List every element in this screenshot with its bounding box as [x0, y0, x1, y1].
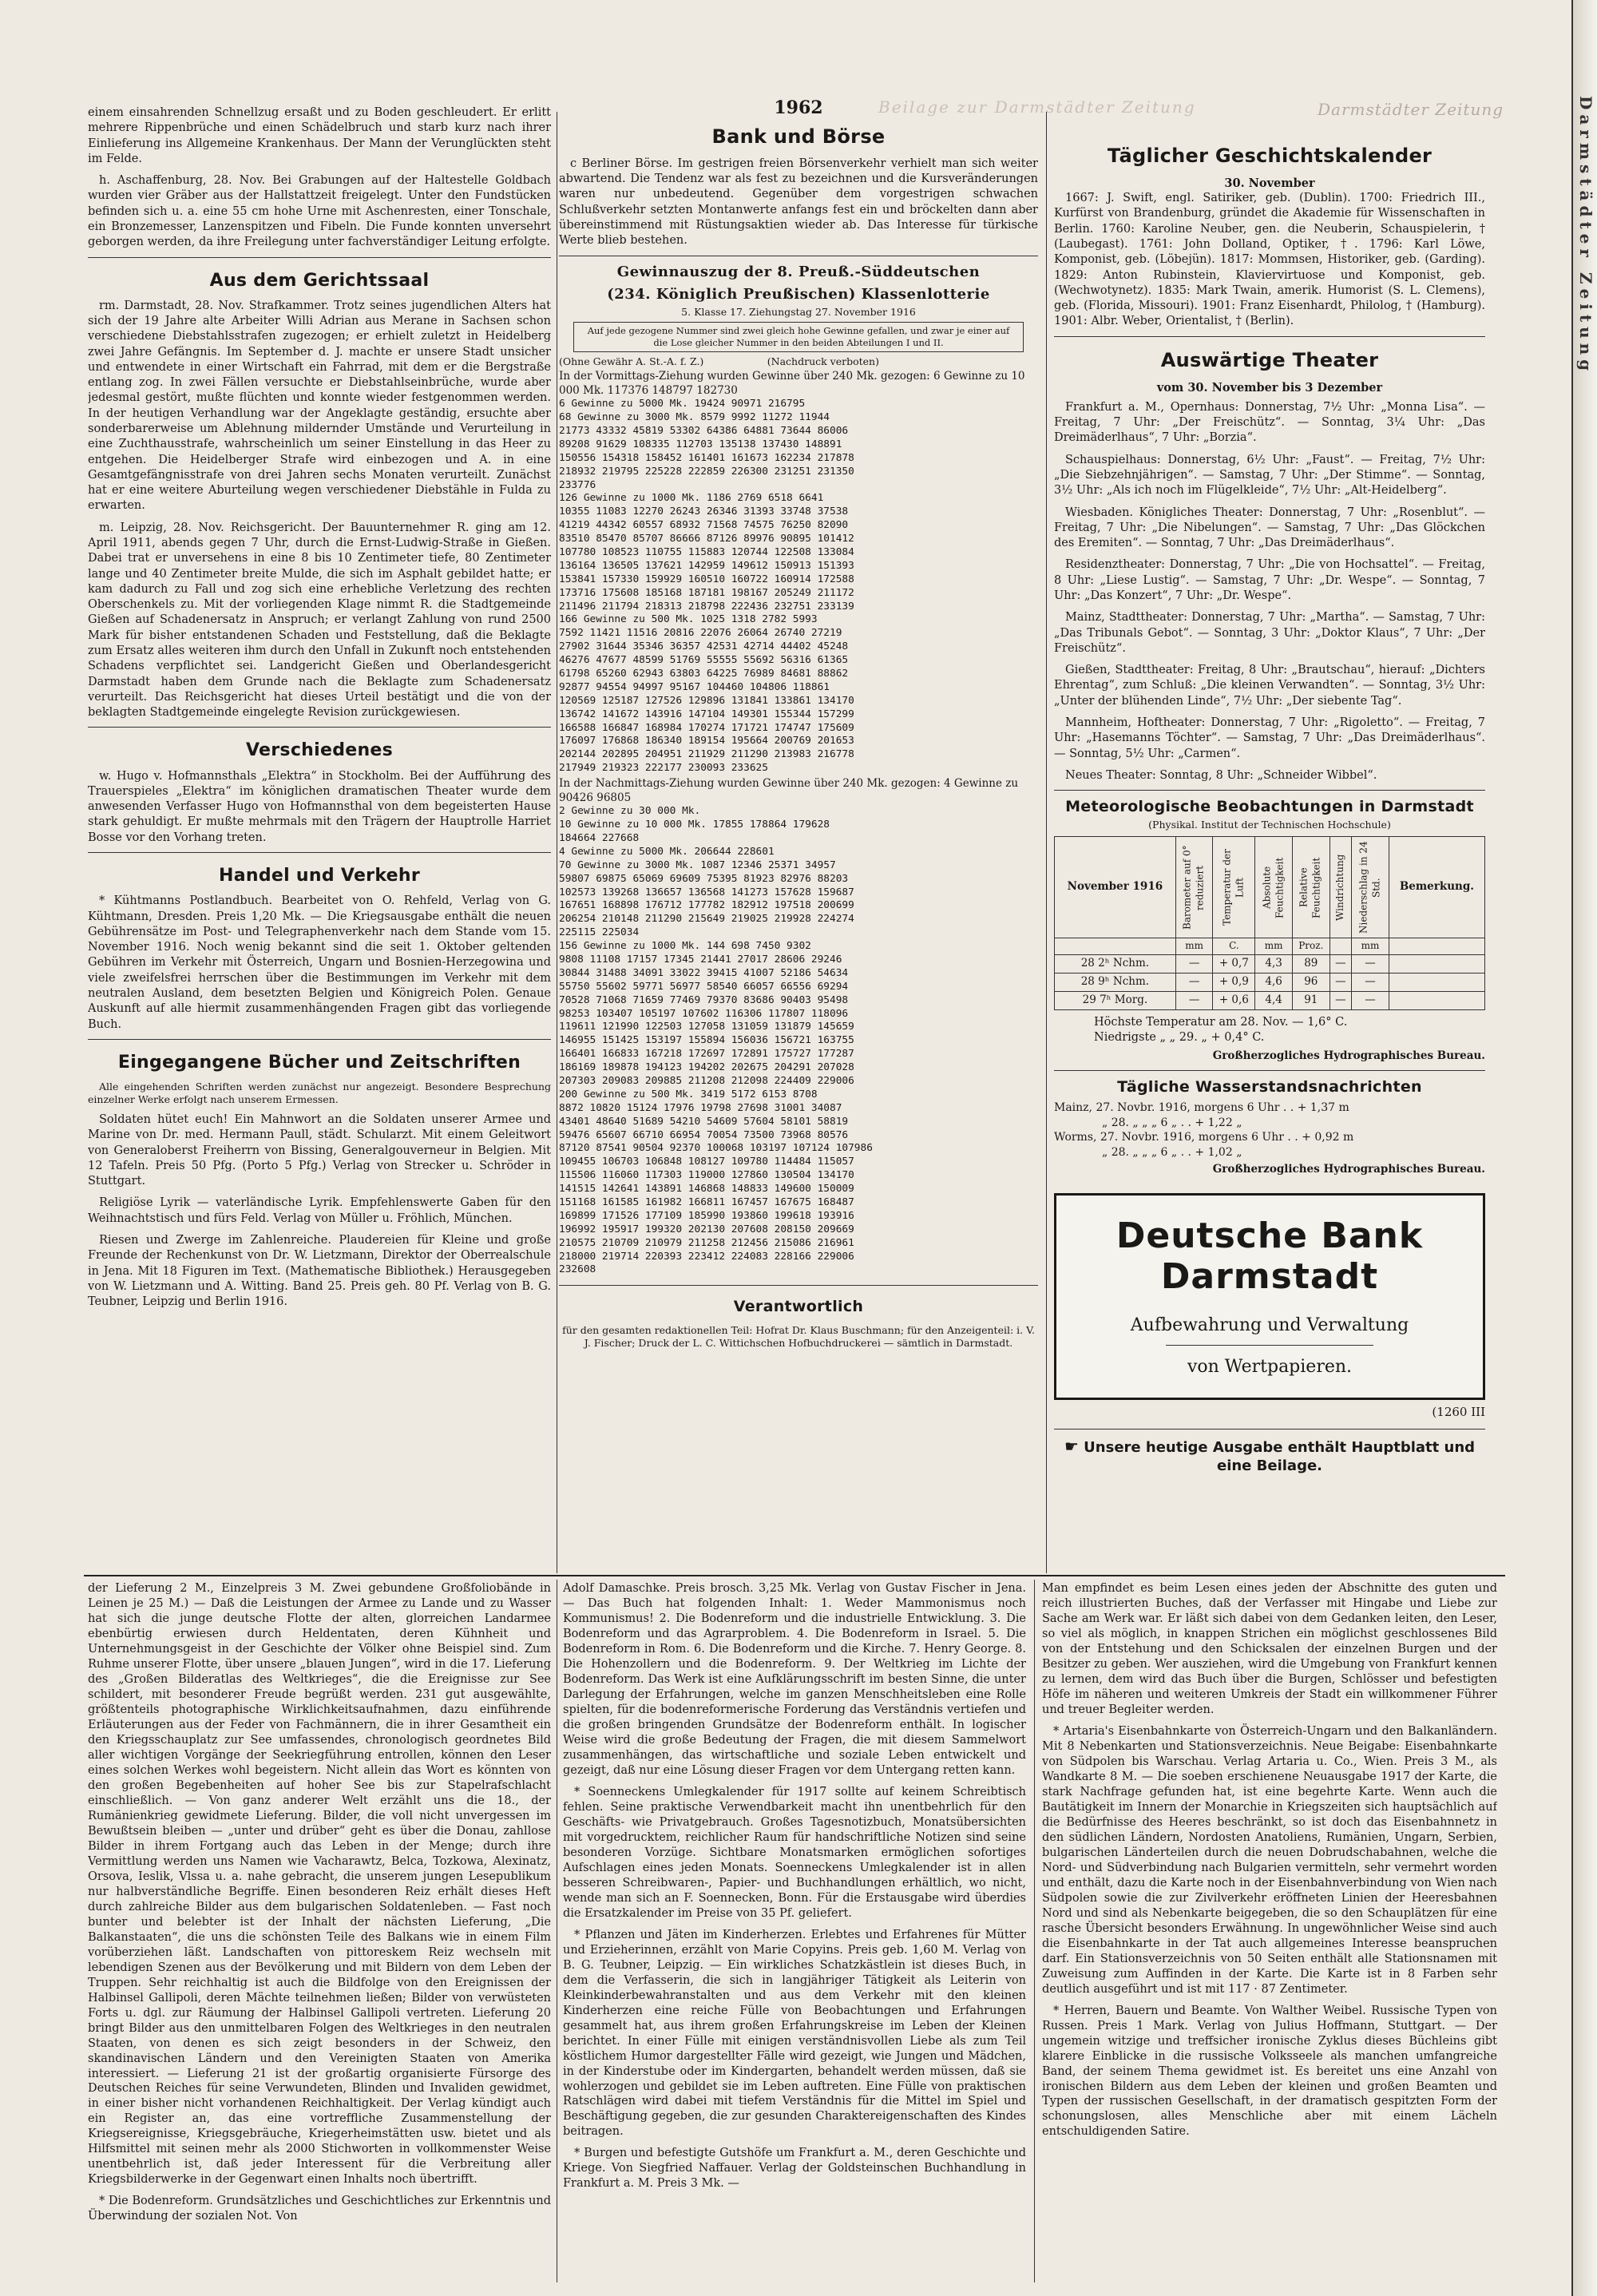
weather-cell: — — [1175, 955, 1213, 974]
weather-units-row — [1055, 938, 1485, 955]
lottery-line: 217949 219323 222177 230093 233625 — [559, 762, 768, 775]
lottery-line: 10355 11083 12270 26243 26346 31393 33748 37538 — [559, 506, 849, 518]
lottery-line: 218932 219795 225228 222859 226300 231251 231350 — [559, 465, 854, 478]
notice-text: Unsere heutige Ausgabe enthält Hauptblatt und eine Beilage. — [1084, 1438, 1476, 1475]
section-title-responsible: Verantwortlich — [733, 1298, 864, 1316]
lottery-line: 211496 211794 218313 218798 222436 232751 233139 — [559, 600, 854, 613]
weather-header-cell: November 1916 — [1055, 837, 1176, 938]
weather-cell: 29 7ʰ Morg. — [1055, 992, 1176, 1010]
separator — [88, 1039, 551, 1040]
lottery-line: 141515 142641 143891 146868 148833 149600 150009 — [559, 1183, 854, 1196]
theater-entry: Frankfurt a. M., Opernhaus: Donnerstag, 7½ Uhr: „Monna Lisa“. — Freitag, 7 Uhr: „Der Freischütz“. — Sonntag, 3¼ Uhr: „Das Dreimäderlhaus“, 7 Uhr: „Borzia“. — [1054, 400, 1485, 445]
lottery-line: 119611 121990 122503 127058 131059 131879 145659 — [559, 1021, 854, 1033]
section-title-misc: Verschiedenes — [245, 740, 394, 761]
weather-cell — [1389, 955, 1484, 974]
weather-cell: 28 9ʰ Nchm. — [1055, 974, 1176, 992]
ad-line-2: von Wertpapieren. — [1187, 1356, 1353, 1377]
lottery-line: 206254 210148 211290 215649 219025 219928 224274 — [559, 913, 854, 926]
theater-entry: Schauspielhaus: Donnerstag, 6½ Uhr: „Faust“. — Freitag, 7½ Uhr: „Die Siebzehnjährigen“. — Samstag, 7 Uhr: „Der Stimme“. — Sonntag, 3½ Uhr: „Als ich noch im Flügelkleide“, 7½ Uhr: „Alt-Heidelberg“. — [1054, 453, 1485, 498]
article-court-darmstadt: rm. Darmstadt, 28. Nov. Strafkammer. Trotz seines jugendlichen Alters hat sich der 19 Jahre alte Arbeiter Willi Adrian aus Merane in Sachsen schon verschiedene Diebstahlsstrafen zugezogen; er erhielt zuletzt in Heidelberg zwei Jahre Gefängnis. Im September d. J. machte er unsere Stadt unsicher und entwendete in einer Wirtschaft ein Fahrrad, mit dem er die Bergstraße entlang zog. In zwei Fällen versuchte er Diebstahlseinbrüche, wurde aber jedesmal gestört, mußte flüchten und konnte wieder festgenommen werden. In der heutigen Verhandlung war der Angeklagte geständig, ersuchte aber sonderbarerweise um Ablehnung mildernder Umstände und Verurteilung in eine Zuchthausstrafe, wahrscheinlich um seiner Einstellung in das Heer zu entgehen. Die Heidelberger Strafe wird einbezogen und A. in eine Gesamtgefängnisstrafe von drei Jahren sechs Monaten verurteilt. Zunächst hat er eine weitere Aburteilung wegen verschiedener Diebstähle in Fulda zu erwarten. — [88, 299, 551, 513]
water-line: Mainz, 27. Novbr. 1916, morgens 6 Uhr . . + 1,37 m — [1054, 1100, 1349, 1114]
weather-row — [1055, 992, 1485, 1010]
review-text: * Soenneckens Umlegkalender für 1917 sollte auf keinem Schreibtisch fehlen. Seine praktische Verwendbarkeit macht ihn unentbehrlich für den Geschäfts- wie Privatgebrauch. Großes Tagesnotizbuch, Monatsübersichten mit vorgedrucktem, reichlicher Raum für handschriftliche Notizen sind seine besonderen Vorzüge. Sichtbare Monatsmarken ermöglichen sofortiges Aufschlagen eines jeden Monats. Soenneckens Umlegkalender ist in allen besseren Schreibwaren-, Papier- und Buchhandlungen erhältlich, wo nicht, wende man sich an F. Soennecken, Bonn. Für die Erstausgabe wird überdies die Ersatzkalender im Preise von 35 Pf. geliefert. — [563, 1785, 1026, 1920]
weather-cell — [1389, 974, 1484, 992]
lottery-line: 102573 139268 136657 136568 141273 157628 159687 — [559, 886, 854, 898]
separator — [559, 1285, 1038, 1286]
separator — [1054, 790, 1485, 791]
weather-source: Großherzogliches Hydrographisches Bureau. — [1212, 1049, 1485, 1062]
review-text: * Artaria's Eisenbahnkarte von Österreich-Ungarn und den Balkanländern. Mit 8 Nebenkarten und Stationsverzeichnis. Neue Beigabe: Eisenbahnkarte von Südpolen bis Warschau. Verlag Artaria u. Co., Wien. Preis 3 M., als Wandkarte 8 M. — Die soeben erschienene Neuausgabe 1917 der Karte, die stark Nachfrage gefunden hat, ist eine begehrte Karte. Wenn auch die Bautätigkeit im Innern der Monarchie in Kriegszeiten sich hauptsächlich auf die Bedürfnisse des Heeres beschränkt, so ist doch das Eisenbahnnetz in den südlichen Ländern, Nordosten Anatoliens, Rumänien, Ungarn, Serbien, bulgarischen Länderteilen durch die neuen Dobrudschabahnen, welche die Nord- und Südverbindung nach Bulgarien vermitteln, sehr vermehrt worden und enthält, dazu die Karte noch in der Eisenbahnverbindung von Wien nach Südpolen sowie die zur Zivilverkehr eröffneten Linien der Heeresbahnen Nord und sind als Nebenkarte beigegeben, die so den Schauplätzen für eine rasche Übersicht besonders Erwähnung. In ungewöhnlicher Weise sind auch die Eisenbahnkarte in der Tat auch allgemeines Interesse beanspruchen darf. Ein Stationsverzeichnis von 50 Seiten enthält alle Stationsnamen mit Zuweisung zum Auffinden in der Karte. Die Karte ist in 8 Farben sehr deutlich ausgeführt und ist mit 117 · 87 Zentimeter. — [1042, 1724, 1497, 1996]
lottery-line: 166588 166847 168984 170274 171721 174747 175609 — [559, 721, 854, 734]
theater-entry: Wiesbaden. Königliches Theater: Donnerstag, 7 Uhr: „Rosenblut“. — Freitag, 7 Uhr: „Die Nibelungen“. — Samstag, 7 Uhr: „Das Glöckchen des Eremiten“. — Sonntag, 7 Uhr: „Das Dreimäderlhaus“. — [1054, 506, 1485, 550]
lottery-line: 7592 11421 11516 20816 22076 26064 26740 27219 — [559, 627, 842, 640]
lottery-line: 2 Gewinne zu 30 000 Mk. — [559, 805, 701, 818]
lottery-line: 202144 202895 204951 211929 211290 213983 216778 — [559, 748, 854, 761]
edge-text: Darmstädter Zeitung — [1576, 96, 1595, 376]
weather-cell: 4,6 — [1255, 974, 1293, 992]
article-bank: c Berliner Börse. Im gestrigen freien Börsenverkehr verhielt man sich weiter abwartend. Die Tendenz war als fest zu bezeichnen und die Kursveränderungen waren nur unbedeutend. Gegenüber dem vorgestrigen schwachen Schlußverkehr setzten Montanwerte anfangs fest ein und bröckelten dann aber übereinstimmend mit Rüstungsaktien wieder ab. Das Interesse für türkische Werte blieb bestehen. — [559, 157, 1038, 248]
lottery-title-1: Gewinnauszug der 8. Preuß.-Süddeutschen — [616, 263, 981, 280]
section-title-court: Aus dem Gerichtssaal — [209, 270, 430, 291]
lottery-line: 167651 168898 176712 177782 182912 197518 200699 — [559, 899, 854, 912]
theater-subtitle: vom 30. November bis 3 Dezember — [1156, 380, 1383, 395]
lottery-line: 107780 108523 110755 115883 120744 122508 133084 — [559, 545, 854, 558]
section-title-history: Täglicher Geschichtskalender — [1107, 145, 1433, 167]
ad-rule — [1166, 1345, 1373, 1346]
section-title-books: Eingegangene Bücher und Zeitschriften — [117, 1052, 521, 1073]
column-divider — [1034, 1580, 1035, 2282]
weather-cell: 89 — [1292, 955, 1330, 974]
article-aschaffenburg: h. Aschaffenburg, 28. Nov. Bei Grabungen auf der Haltestelle Goldbach wurden vier Gräber aus der Hallstattzeit freigelegt. Unter den Fundstücken befinden sich u. a. eine 55 cm hohe Urne mit Aschenresten, einer Tonschale, ein Bronzemesser, Lanzenspitzen und Fibeln. Die Funde konnten unversehrt geborgen werden, da ihre Freilegung unter fachverständiger Leitung erfolgte. — [88, 174, 551, 249]
lottery-line: 136742 141672 143916 147104 149301 155344 157299 — [559, 708, 854, 720]
lottery-line: 232608 — [559, 1263, 596, 1276]
lottery-title-2: (234. Königlich Preußischen) Klassenlotterie — [607, 285, 990, 303]
weather-header-cell: Barometer auf 0° reduziert — [1175, 837, 1213, 938]
lottery-line: 4 Gewinne zu 5000 Mk. 206644 228601 — [559, 845, 775, 858]
bottom-column-middle — [563, 1581, 1026, 2284]
weather-cell: — — [1175, 992, 1213, 1010]
separator — [88, 257, 551, 258]
lottery-line: 21773 43332 45819 53302 64386 64881 73644 86006 — [559, 424, 849, 437]
lottery-line: 146955 151425 153197 155894 156036 156721 163755 — [559, 1034, 854, 1047]
lottery-line: 87120 87541 90504 92370 100068 103197 107124 107986 — [559, 1142, 873, 1155]
history-date: 30. November — [1224, 176, 1315, 190]
section-title-theater: Auswärtige Theater — [1160, 348, 1379, 371]
lottery-line: 70 Gewinne zu 3000 Mk. 1087 12346 25371 34957 — [559, 859, 836, 871]
section-title-water: Tägliche Wasserstandsnachrichten — [1117, 1077, 1422, 1096]
ad-title: Deutsche Bank Darmstadt — [1116, 1215, 1424, 1297]
lottery-line: 176097 176868 186340 189154 195664 200769 201653 — [559, 735, 854, 747]
review-text: * Die Bodenreform. Grundsätzliches und Geschichtliches zur Erkenntnis und Überwindung der sozialen Not. Von — [88, 2195, 551, 2223]
weather-unit-cell: mm — [1255, 938, 1293, 955]
ad-line-1: Aufbewahrung und Verwaltung — [1130, 1315, 1409, 1335]
weather-cell: — — [1330, 974, 1352, 992]
article-trade: * Kühtmanns Postlandbuch. Bearbeitet von O. Rehfeld, Verlag von G. Kühtmann, Dresden. Preis 1,20 Mk. — Die Kriegsausgabe enthält die neuen Gebührensätze im Post- und Telegraphenverkehr nach dem Stande vom 15. November 1916. Noch wenig bekannt sind die seit 1. Oktober geltenden Gebühren im Verkehr mit Österreich, Ungarn und Bosnien-Herzegowina und viele zweifelsfrei herrschen über die Bestimmungen im Verkehr mit dem neutralen Ausland, dem besetzten Belgien und Königreich Polen. Genaue Auskunft auf alle hiermit zusammenhängenden Fragen gibt das vorliegende Buch. — [88, 894, 551, 1031]
review-text: * Burgen und befestigte Gutshöfe um Frankfurt a. M., deren Geschichte und Kriege. Von Siegfried Naffauer. Verlag der Goldsteinschen Buchhandlung in Frankfurt a. M. Preis 3 Mk. — — [563, 2147, 1026, 2191]
weather-unit-cell — [1389, 938, 1484, 955]
faded-header: Beilage zur Darmstädter Zeitung — [878, 97, 1196, 117]
weather-cell: + 0,6 — [1213, 992, 1255, 1010]
weather-cell — [1389, 992, 1484, 1010]
lottery-note: (Ohne Gewähr A. St.-A. f. Z.) (Nachdruck verboten) — [559, 355, 879, 368]
lottery-line: 41219 44342 60557 68932 71568 74575 76250 82090 — [559, 519, 849, 532]
lottery-line: 120569 125187 127526 129896 131841 133861 134170 — [559, 694, 854, 707]
lottery-line: 59807 69875 65069 69609 75395 81923 82976 88203 — [559, 872, 849, 885]
lottery-list-afternoon — [559, 805, 1038, 1277]
weather-cell: 91 — [1292, 992, 1330, 1010]
weather-cell: — — [1175, 974, 1213, 992]
lottery-line: 55750 55602 59771 56977 58540 66057 66556 69294 — [559, 980, 849, 993]
weather-cell: — — [1352, 974, 1389, 992]
weather-unit-cell: mm — [1352, 938, 1389, 955]
section-title-weather: Meteorologische Beobachtungen in Darmstadt — [1065, 798, 1474, 816]
lottery-line: 186169 189878 194123 194202 202675 204291 207028 — [559, 1061, 854, 1074]
weather-header-cell: Windrichtung — [1330, 837, 1352, 938]
bottom-column-left — [88, 1581, 551, 2284]
lottery-line: 153841 157330 159929 160510 160722 160914 172588 — [559, 573, 854, 585]
section-title-bank: Bank und Börse — [711, 125, 886, 148]
lottery-line: 169899 171526 177109 185990 193860 199618 193916 — [559, 1209, 854, 1222]
separator — [88, 727, 551, 728]
section-divider — [84, 1575, 1505, 1576]
lottery-line: 61798 65260 62943 63803 64225 76989 84681 88862 — [559, 667, 849, 680]
lottery-line: 151168 161585 161982 166811 167457 167675 168487 — [559, 1196, 854, 1209]
separator — [88, 852, 551, 853]
lottery-line: 196992 195917 199320 202130 207608 208150 209669 — [559, 1223, 854, 1235]
lottery-line: 10 Gewinne zu 10 000 Mk. 17855 178864 179628 — [559, 819, 830, 831]
lottery-line: 210575 210709 210979 211258 212456 215086 216961 — [559, 1236, 854, 1249]
article-misc: w. Hugo v. Hofmannsthals „Elektra“ in Stockholm. Bei der Aufführung des Trauerspieles „Elektra“ im königlichen dramatischen Theater wurde dem anwesenden Verfasser Hugo von Hofmannsthal von dem begeisterten Hause stark gehuldigt. Er mußte mehrmals mit den Trägern der Hauptrolle Harriet Bosse vor den Vorhang treten. — [88, 769, 551, 844]
theater-entry: Residenztheater: Donnerstag, 7 Uhr: „Die von Hochsattel“. — Freitag, 8 Uhr: „Liese Lustig“. — Samstag, 7 Uhr: „Dr. Wespe“. — Sonntag, 7 Uhr: „Das Konzert“, 7 Uhr: „Dr. Wespe“. — [1054, 558, 1485, 602]
weather-table — [1054, 836, 1485, 1010]
water-line: Worms, 27. Novbr. 1916, morgens 6 Uhr . . + 0,92 m — [1054, 1131, 1354, 1144]
weather-header-row — [1055, 837, 1485, 938]
lottery-line: 207303 209083 209885 211208 212098 224409 229006 — [559, 1075, 854, 1087]
lottery-afternoon-intro: In der Nachmittags-Ziehung wurden Gewinne über 240 Mk. gezogen: 4 Gewinne zu 90426 96805 — [559, 777, 1019, 804]
lottery-line: 98253 103407 105197 107602 116306 117807 118096 — [559, 1007, 849, 1020]
weather-header-cell: Temperatur der Luft — [1213, 837, 1255, 938]
weather-cell: — — [1330, 992, 1352, 1010]
separator — [1054, 1429, 1485, 1430]
weather-max: Höchste Temperatur am 28. Nov. — 1,6° C. — [1094, 1016, 1348, 1029]
column-middle — [559, 105, 1038, 1575]
history-text: 1667: J. Swift, engl. Satiriker, geb. (Dublin). 1700: Friedrich III., Kurfürst von Brandenburg, gründet die Akademie für Wissenschaften in Berlin. 1760: Karoline Neuber, gen. die Neuberin, Schauspielerin, † (Laubegast). 1761: John Dolland, Optiker, †. 1796: Karl Löwe, Komponist, geb. (Löbejün). 1817: Mommsen, Historiker, geb. (Garding). 1829: Anton Rubinstein, Klaviervirtuose und Komponist, geb. (Wechwotynetz). 1835: Mark Twain, amerik. Humorist (S. L. Clemens), geb. (Florida, Missouri). 1901: Franz Eisenhardt, Philolog, † (Hamburg). 1901: Albr. Weber, Orientalist, † (Berlin). — [1054, 192, 1485, 328]
lottery-line: 30844 31488 34091 33022 39415 41007 52186 54634 — [559, 966, 849, 979]
review-text: * Pflanzen und Jäten im Kinderherzen. Erlebtes und Erfahrenes für Mütter und Erzieherinnen, erzählt von Marie Copyins. Preis geb. 1,60 M. Verlag von B. G. Teubner, Leipzig. — Ein wirkliches Schatzkästlein ist dieses Buch, in dem die Verfasserin, die sich in langjähriger Tätigkeit als Leiterin von Kleinkinderbewahranstalten und aus dem Verkehr mit den kleinen Kinderherzen eine reiche Fülle von Beobachtungen und Erfahrungen gesammelt hat, aus ihrem großen Erfahrungskreise im Leben der Kleinen berichtet. In einer Fülle mit einigen verständnisvollen Liebe als zum Teil köstlichem Humor dargestellter Fälle wird gezeigt, wie Jungen und Mädchen, in der Kinderstube oder im Kindergarten, behandelt werden müssen, daß sie wohlerzogen und gebildet sie im Leben auftreten. Eine Fülle von praktischen Ratschlägen wird dabei mit tiefem Verständnis für die Mittel im Spiel und Beschäftigung gegeben, die zur gesunden Charaktereigenschaften des Kindes beitragen. — [563, 1928, 1026, 2139]
lottery-line: 9808 11108 17157 17345 21441 27017 28606 29246 — [559, 953, 842, 966]
lottery-line: 218000 219714 220393 223412 224083 228166 229006 — [559, 1250, 854, 1263]
ad-reference: (1260 III — [1432, 1405, 1485, 1420]
weather-unit-cell — [1330, 938, 1352, 955]
weather-header-cell: Absolute Feuchtigkeit — [1255, 837, 1293, 938]
page-number: 1962 — [774, 97, 823, 118]
article-court-leipzig: m. Leipzig, 28. Nov. Reichsgericht. Der Bauunternehmer R. ging am 12. April 1911, abends gegen 7 Uhr, durch die Ernst-Ludwig-Straße in Gießen. Dabei trat er unversehens in eine 8 bis 10 Zentimeter tiefe, 80 Zentimeter lange und 40 Zentimeter breite Mulde, die sich im Asphalt gebildet hatte; er kam dadurch zu Fall und zog sich eine erhebliche Verletzung des rechten Oberschenkels zu. Mit der vorliegenden Klage nimmt R. die Stadtgemeinde Gießen auf Schadenersatz in Anspruch; er verlangt Zahlung von rund 2500 Mark für bisher entstandenen Schaden und Feststellung, daß die Beklagte zum Ersatz alles weiteren ihm durch den Unfall in Zukunft noch entstehenden Schadens verpflichtet sei. Landgericht Gießen und Oberlandesgericht Darmstadt haben dem Grunde nach die Beklagte zum Schadenersatz verurteilt. Das Reichsgericht hat dieses Urteil bestätigt und die von der beklagten Stadtgemeinde eingelegte Revision zurückgewiesen. — [88, 521, 551, 720]
book-entry: Riesen und Zwerge im Zahlenreiche. Plaudereien für Kleine und große Freunde der Rechenkunst von Dr. W. Lietzmann, Direktor der Oberrealschule in Jena. Mit 18 Figuren im Text. (Mathematische Bibliothek.) Herausgegeben von W. Lietzmann und A. Witting. Band 25. Preis geh. 80 Pf. Verlag von B. G. Teubner, Leipzig und Berlin 1916. — [88, 1234, 551, 1309]
lottery-list-morning — [559, 398, 1038, 775]
book-entry: Religiöse Lyrik — vaterländische Lyrik. Empfehlenswerte Gaben für den Weihnachtstisch und fürs Feld. Verlag von Müller u. Fröhlich, München. — [88, 1196, 551, 1225]
lottery-line: 89208 91629 108335 112703 135138 137430 148891 — [559, 438, 842, 450]
weather-unit-cell: mm — [1175, 938, 1213, 955]
lottery-line: 8872 10820 15124 17976 19798 27698 31001 34087 — [559, 1101, 842, 1114]
responsible-text: für den gesamten redaktionellen Teil: Hofrat Dr. Klaus Buschmann; für den Anzeigenteil: i. V. J. Fischer; Druck der L. C. Wittichschen Hofbuchdruckerei — sämtlich in Darmstadt. — [562, 1323, 1035, 1349]
review-text: * Herren, Bauern und Beamte. Von Walther Weibel. Russische Typen von Russen. Preis 1 Mark. Verlag von Julius Hoffmann, Stuttgart. — Der ungemein witzige und treffsicher ironische Zyklus dieses Büchleins gibt klarere Einblicke in die russische Volksseele als manchen umfangreiche Band, der seinem Thema gewidmet ist. Es bereitet uns eine Anzahl von ironischen Bildern aus dem Leben der kleinen und großen Beamten und Typen der russischen Gesellschaft, in der dramatisch gespitzten Form der schonungslosen, alles Menschliche aber mit einem Lächeln entschuldigenden Satire. — [1042, 2004, 1497, 2139]
theater-entry: Mainz, Stadttheater: Donnerstag, 7 Uhr: „Martha“. — Samstag, 7 Uhr: „Das Tribunals Gebot“. — Sonntag, 3 Uhr: „Doktor Klaus“, 7 Uhr: „Der Freischütz“. — [1054, 611, 1485, 655]
lottery-info-box: Auf jede gezogene Nummer sind zwei gleich hohe Gewinne gefallen, und zwar je einer auf die Lose gleicher Nummer in den beiden Abteilungen I und II. — [573, 322, 1024, 352]
review-text: Man empfindet es beim Lesen eines jeden der Abschnitte des guten und reich illustrierten Buches, daß der Verfasser mit Hingabe und Liebe zur Sache am Werk war. Er läßt sich dabei von dem Gedanken leiten, den Leser, so viel als möglich, in knappen Strichen ein möglichst geschlossenes Bild von der Entstehung und den Schicksalen der einzelnen Burgen und der Besitzer zu geben. Wer ausziehen, wird die Umgebung von Frankfurt kennen zu lernen, dem wird das Buch über die Burgen, Schlösser und befestigten Höfe im näheren und weiteren Umkreis der Stadt ein willkommener Führer und treuer Begleiter werden. — [1042, 1582, 1497, 1716]
separator — [1054, 1070, 1485, 1071]
weather-cell: + 0,9 — [1213, 974, 1255, 992]
lottery-line: 166401 166833 167218 172697 172891 175727 177287 — [559, 1048, 854, 1061]
bottom-column-right — [1042, 1581, 1497, 2284]
weather-cell: 4,4 — [1255, 992, 1293, 1010]
faded-header-right: Darmstädter Zeitung — [1318, 100, 1504, 119]
weather-cell: — — [1330, 955, 1352, 974]
theater-entry: Gießen, Stadttheater: Freitag, 8 Uhr: „Brautschau“, hierauf: „Dichters Ehrentag“, zum Schluß: „Die kleinen Verwandten“. — Sonntag, 3½ Uhr: „Unter der blühenden Linde“, 7½ Uhr: „Der siebente Tag“. — [1054, 664, 1485, 708]
lottery-line: 150556 154318 158452 161401 161673 162234 217878 — [559, 451, 854, 464]
lottery-line: 46276 47677 48599 51769 55555 55692 56316 61365 — [559, 654, 849, 667]
weather-header-cell: Relative Feuchtigkeit — [1292, 837, 1330, 938]
lottery-line: 83510 85470 85707 86666 87126 89976 90895 101412 — [559, 533, 854, 545]
water-line: „ 28. „ „ „ 6 „ . . + 1,22 „ — [1102, 1116, 1242, 1129]
weather-cell: 96 — [1292, 974, 1330, 992]
weather-unit-cell: C. — [1213, 938, 1255, 955]
lottery-line: 200 Gewinne zu 500 Mk. 3419 5172 6153 8708 — [559, 1088, 818, 1100]
lottery-morning-intro: In der Vormittags-Ziehung wurden Gewinne über 240 Mk. gezogen: 6 Gewinne zu 10 000 Mk. 117376 148797 182730 — [559, 370, 1025, 397]
books-intro: Alle eingehenden Schriften werden zunächst nur angezeigt. Besondere Besprechung einzelner Werke erfolgt nach unserem Ermessen. — [88, 1081, 551, 1106]
lottery-line: 126 Gewinne zu 1000 Mk. 1186 2769 6518 6641 — [559, 492, 824, 505]
article-accident: einem einsahrenden Schnellzug ersaßt und zu Boden geschleudert. Er erlitt mehrere Rippenbrüche und einen Schädelbruch und starb kurz nach ihrer Einlieferung ins Allgemeine Krankenhaus. Der Mann der Verunglückten steht im Felde. — [88, 106, 551, 165]
theater-entry: Mannheim, Hoftheater: Donnerstag, 7 Uhr: „Rigoletto“. — Freitag, 7 Uhr: „Hasemanns Töchter“. — Samstag, 7 Uhr: „Das Dreimäderlhaus“. — Sonntag, 5½ Uhr: „Carmen“. — [1054, 716, 1485, 760]
pointing-hand-icon: ☛ — [1064, 1436, 1079, 1456]
lottery-line: 6 Gewinne zu 5000 Mk. 19424 90971 216795 — [559, 398, 806, 410]
weather-row — [1055, 974, 1485, 992]
lottery-line: 109455 106703 106848 108127 109780 114484 115057 — [559, 1156, 854, 1168]
lottery-line: 136164 136505 137621 142959 149612 150913 151393 — [559, 559, 854, 572]
water-source: Großherzogliches Hydrographisches Bureau. — [1212, 1163, 1485, 1176]
lottery-line: 166 Gewinne zu 500 Mk. 1025 1318 2782 5993 — [559, 613, 818, 626]
weather-row — [1055, 955, 1485, 974]
lottery-line: 68 Gewinne zu 3000 Mk. 8579 9992 11272 11944 — [559, 411, 830, 424]
lottery-line: 156 Gewinne zu 1000 Mk. 144 698 7450 9302 — [559, 940, 811, 953]
weather-header-cell: Niederschlag in 24 Std. — [1352, 837, 1389, 938]
weather-cell: 28 2ʰ Nchm. — [1055, 955, 1176, 974]
advertisement-deutsche-bank — [1054, 1193, 1485, 1400]
weather-cell: 4,3 — [1255, 955, 1293, 974]
lottery-line: 59476 65607 66710 66954 70054 73500 73968 80576 — [559, 1128, 849, 1141]
weather-cell: — — [1352, 955, 1389, 974]
lottery-subtitle: 5. Klasse 17. Ziehungstag 27. November 1916 — [681, 306, 916, 319]
book-entry: Soldaten hütet euch! Ein Mahnwort an die Soldaten unserer Armee und Marine von Dr. med. Hermann Paull, städt. Schularzt. Mit einem Geleitwort von Generaloberst Freiherrn von Bissing, Generalgouverneur in Belgien. Mit 12 Tafeln. Preis 50 Pfg. (Porto 5 Pfg.) Verlag von Strecker u. Schröder in Stuttgart. — [88, 1113, 551, 1188]
weather-cell: + 0,7 — [1213, 955, 1255, 974]
column-left — [88, 105, 551, 1575]
water-line: „ 28. „ „ „ 6 „ . . + 1,02 „ — [1102, 1145, 1242, 1159]
lottery-line: 70528 71068 71659 77469 79370 83686 90403 95498 — [559, 993, 849, 1006]
lottery-line: 225115 225034 — [559, 926, 640, 939]
weather-cell: — — [1352, 992, 1389, 1010]
lottery-line: 173716 175608 185168 187181 198167 205249 211172 — [559, 586, 854, 599]
column-divider — [1046, 112, 1047, 1573]
weather-header-cell: Bemerkung. — [1389, 837, 1484, 938]
weather-body — [1055, 955, 1485, 1010]
review-text: Adolf Damaschke. Preis brosch. 3,25 Mk. Verlag von Gustav Fischer in Jena. — Das Buch hat folgenden Inhalt: 1. Weder Mammonismus noch Kommunismus! 2. Die Bodenreform und die industrielle Entwicklung. 3. Die Bodenreform und das Agrarproblem. 4. Die Bodenreform in Israel. 5. Die Bodenreform in Rom. 6. Die Bodenreform und die Kirche. 7. Henry George. 8. Die Hohenzollern und die Bodenreform. 9. Der Weltkrieg im Lichte der Bodenreform. Das Werk ist eine Aufklärungsschrift im besten Sinne, die unter Darlegung der Erfahrungen, welche im ganzen Menschheitsleben eine Rolle spielten, für die bodenreformerische Forderung das Verständnis vertiefen und die großen bringenden Grundsätze der Bodenreform enthält. In logischer Weise wird die große Bedeutung der Fragen, die mit diesem Sammelwort zusammenhängen, das wirtschaftliche und soziale Leben entwickelt und gezeigt, daß nur eine Lösung dieser Fragen vor dem Untergang retten kann. — [563, 1582, 1026, 1777]
lottery-line: 27902 31644 35346 36357 42531 42714 44402 45248 — [559, 640, 849, 653]
lottery-line: 43401 48640 51689 54210 54609 57604 58101 58819 — [559, 1115, 849, 1128]
review-text: der Lieferung 2 M., Einzelpreis 3 M. Zwei gebundene Großfoliobände in Leinen je 25 M.) — Daß die Leistungen der Armee zu Lande und zu Wasser hat sich die junge deutsche Flotte der alten, glorreichen Landarmee ebenbürtig erwiesen durch Heldentaten, deren Kühnheit und Unternehmungsgeist in der Geschichte der Völker ohne Beispiel sind. Zum Ruhme unserer Flotte, über unsere „blauen Jungen“, wird in die 17. Lieferung des „Großen Bilderatlas des Weltkrieges“, die die Ereignisse zur See schildert, mit besonderer Freude begrüßt werden. 231 gut ausgewählte, größtenteils photographische Wirklichkeitsaufnahmen, dazu einführende Erläuterungen aus der Feder von Fachmännern, die in ihrer Gesamtheit ein den Kriegsschauplatz zur See umfassendes, chronologisch geordnetes Bild aller wichtigen Vorgänge der Seekriegführung entrollen, können den Leser eines solchen Werkes wohl begeistern. Nicht allein das Wort es könnten von den großen Begebenheiten auf hoher See bis zur Stapelrafschlacht einschließlich. — Von ganz anderer Welt erzählt uns die 18., der Rumänienkrieg gewidmete Lieferung. Bilder, die voll nicht unvergessen im Bewußtsein bleiben — „unter und drüber“ geht es über die Donau, zahllose Bilder in ihrem Fortgang auch das Leben in der Menge; durch ihre Vermittlung werden uns Namen wie Vacharawtz, Belca, Tozkowa, Alexinatz, Orsova, Ieslik, Vlssa u. a. nahe gebracht, die unserem jungen Lesepublikum nur halbverständliche Begriffe. Einen besonderen Reiz erhält dieses Heft durch zahlreiche Bilder aus dem bulgarischen Soldatenleben. — Fast noch bunter und belebter ist der Inhalt der nächsten Lieferung, „Die Balkanstaaten“, die uns die schönsten Teile des Balkans wie in einem Film vorüberziehen läßt. Landschaften von pittoreskem Reiz wechseln mit lebendigen Szenen aus der Bevölkerung und mit Bildern von dem Leben der Truppen. Sehr reichhaltig ist auch die Bildfolge von den Ereignissen der Halbinsel Gallipoli, deren Mächte teilnehmen ließen; Bilder von verwüsteten Forts u. dgl. zur Räumung der Halbinsel Gallipoli vertreten. Lieferung 20 bringt Bilder aus den unmittelbaren Folgen des Weltkrieges in den neutralen Staaten, von denen es sich zeigt besonders in der Schweiz, den skandinavischen Ländern und den Vereinigten Staaten von Amerika interessiert. — Lieferung 21 ist der großartig organisierte Fürsorge des Deutschen Reiches für seine Verwundeten, Blinden und Invaliden gewidmet, in einer bisher nicht vorhandenen Reichhaltigkeit. Der Verlag kündigt auch ein Register an, das eine vortreffliche Zusammenstellung der Kriegsereignisse, Kriegsgebräuche, Kriegerheimstätten usw. bietet und als Hilfsmittel mit seinen mehr als 2000 Stichworten in vollkommenster Weise unentbehrlich ist, daß jeder Interessent für die Verbreitung aller Kriegsbilderwerke in der Gegenwart einen Inhalts noch übertrifft. — [88, 1582, 551, 2187]
weather-subtitle: (Physikal. Institut der Technischen Hochschule) — [1148, 819, 1391, 831]
lottery-line: 115506 116060 117303 119000 127860 130504 134170 — [559, 1169, 854, 1182]
edition-notice — [1054, 1436, 1485, 1476]
weather-min: Niedrigste „ „ 29. „ + 0,4° C. — [1094, 1031, 1265, 1045]
lottery-line: 233776 — [559, 478, 596, 491]
weather-unit-cell — [1055, 938, 1176, 955]
lottery-line: 92877 94554 94997 95167 104460 104806 118861 — [559, 680, 830, 693]
lottery-line: 184664 227668 — [559, 831, 640, 844]
theater-entry: Neues Theater: Sonntag, 8 Uhr: „Schneider Wibbel“. — [1065, 768, 1377, 782]
column-right — [1054, 144, 1485, 1573]
section-title-trade: Handel und Verkehr — [219, 866, 420, 886]
weather-unit-cell: Proz. — [1292, 938, 1330, 955]
separator — [1054, 336, 1485, 337]
page-edge — [1571, 0, 1597, 2296]
